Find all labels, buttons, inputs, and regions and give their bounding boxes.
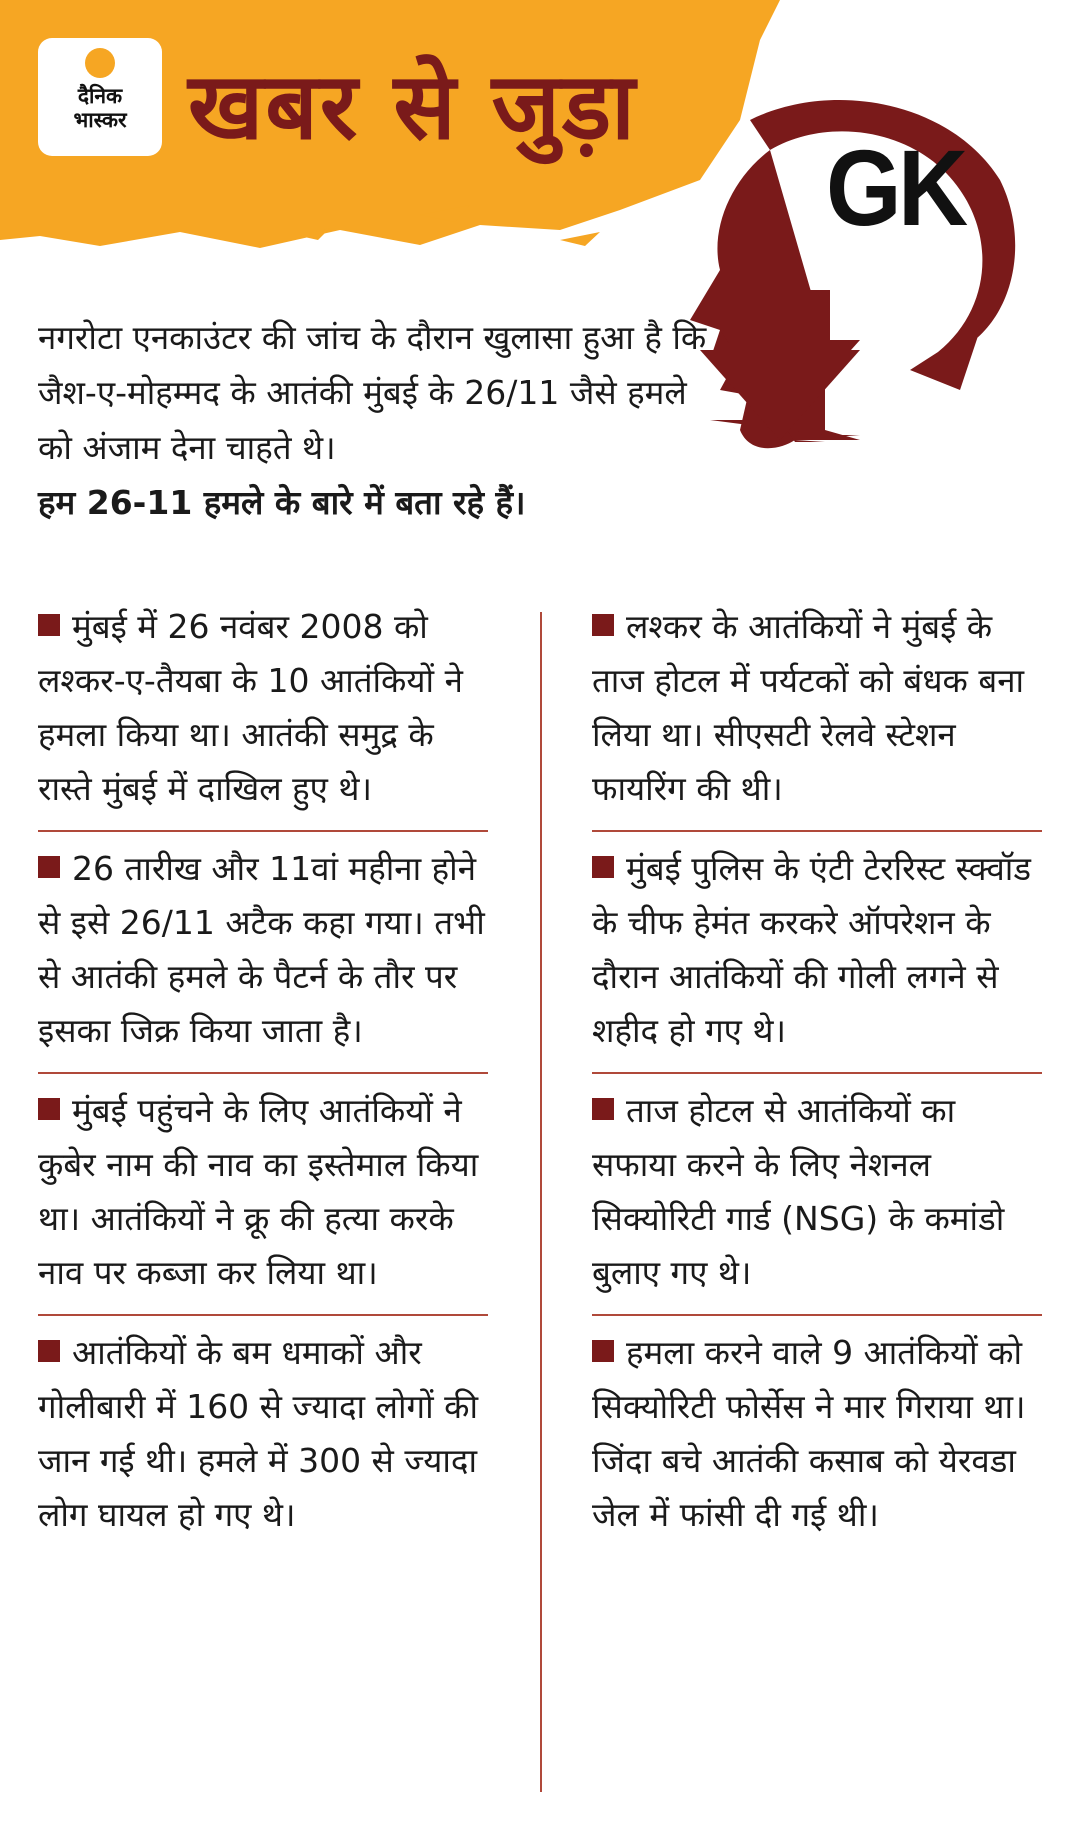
logo-line-2: भास्कर — [73, 108, 127, 132]
list-item: लश्कर के आतंकियों ने मुंबई के ताज होटल में पर्यटकों को बंधक बना लिया था। सीएसटी रेलवे स्टेशन फायरिंग की थी। — [592, 590, 1042, 832]
square-bullet-icon — [38, 1098, 60, 1120]
list-item: 26 तारीख और 11वां महीना होने से इसे 26/11 अटैक कहा गया। तभी से आतंकी हमले के पैटर्न के तौर पर इसका जिक्र किया जाता है। — [38, 832, 488, 1074]
square-bullet-icon — [592, 614, 614, 636]
logo-line-1: दैनिक — [77, 84, 123, 108]
gk-badge: GK — [826, 127, 965, 248]
list-item: ताज होटल से आतंकियों का सफाया करने के लिए नेशनल सिक्योरिटी गार्ड (NSG) के कमांडो बुलाए गए थे। — [592, 1074, 1042, 1316]
logo-sun-icon — [85, 48, 115, 78]
list-item: हमला करने वाले 9 आतंकियों को सिक्योरिटी फोर्सेस ने मार गिराया था। जिंदा बचे आतंकी कसाब को येरवडा जेल में फांसी दी गई थी। — [592, 1333, 1026, 1534]
list-item: आतंकियों के बम धमाकों और गोलीबारी में 160 से ज्यादा लोगों की जान गई थी। हमले में 300 से ज्यादा लोग घायल हो गए थे। — [38, 1333, 479, 1534]
square-bullet-icon — [38, 1340, 60, 1362]
list-item: मुंबई पहुंचने के लिए आतंकियों ने कुबेर नाम की नाव का इस्तेमाल किया था। आतंकियों ने क्रू की हत्या करके नाव पर कब्जा कर लिया था। — [38, 1074, 488, 1316]
list-item: मुंबई में 26 नवंबर 2008 को लश्कर-ए-तैयबा के 10 आतंकियों ने हमला किया था। आतंकी समुद्र के रास्ते मुंबई में दाखिल हुए थे। — [38, 590, 488, 832]
column-divider — [540, 612, 542, 1792]
square-bullet-icon — [38, 856, 60, 878]
square-bullet-icon — [38, 614, 60, 636]
intro-paragraph — [38, 310, 718, 530]
banner-title: खबर से जुड़ा — [188, 53, 637, 160]
intro-text: नगरोटा एनकाउंटर की जांच के दौरान खुलासा हुआ है कि जैश-ए-मोहम्मद के आतंकी मुंबई के 26/11 जैसे हमले को अंजाम देना चाहते थे। — [38, 318, 707, 467]
dainik-bhaskar-logo — [38, 38, 162, 156]
square-bullet-icon — [592, 856, 614, 878]
list-item: मुंबई पुलिस के एंटी टेररिस्ट स्क्वॉड के चीफ हेमंत करकरे ऑपरेशन के दौरान आतंकियों की गोली लगने से शहीद हो गए थे। — [592, 832, 1042, 1074]
intro-bold-text: हम 26-11 हमले के बारे में बता रहे हैं। — [38, 483, 526, 522]
right-column — [592, 590, 1042, 1556]
square-bullet-icon — [592, 1098, 614, 1120]
square-bullet-icon — [592, 1340, 614, 1362]
left-column — [38, 590, 488, 1556]
